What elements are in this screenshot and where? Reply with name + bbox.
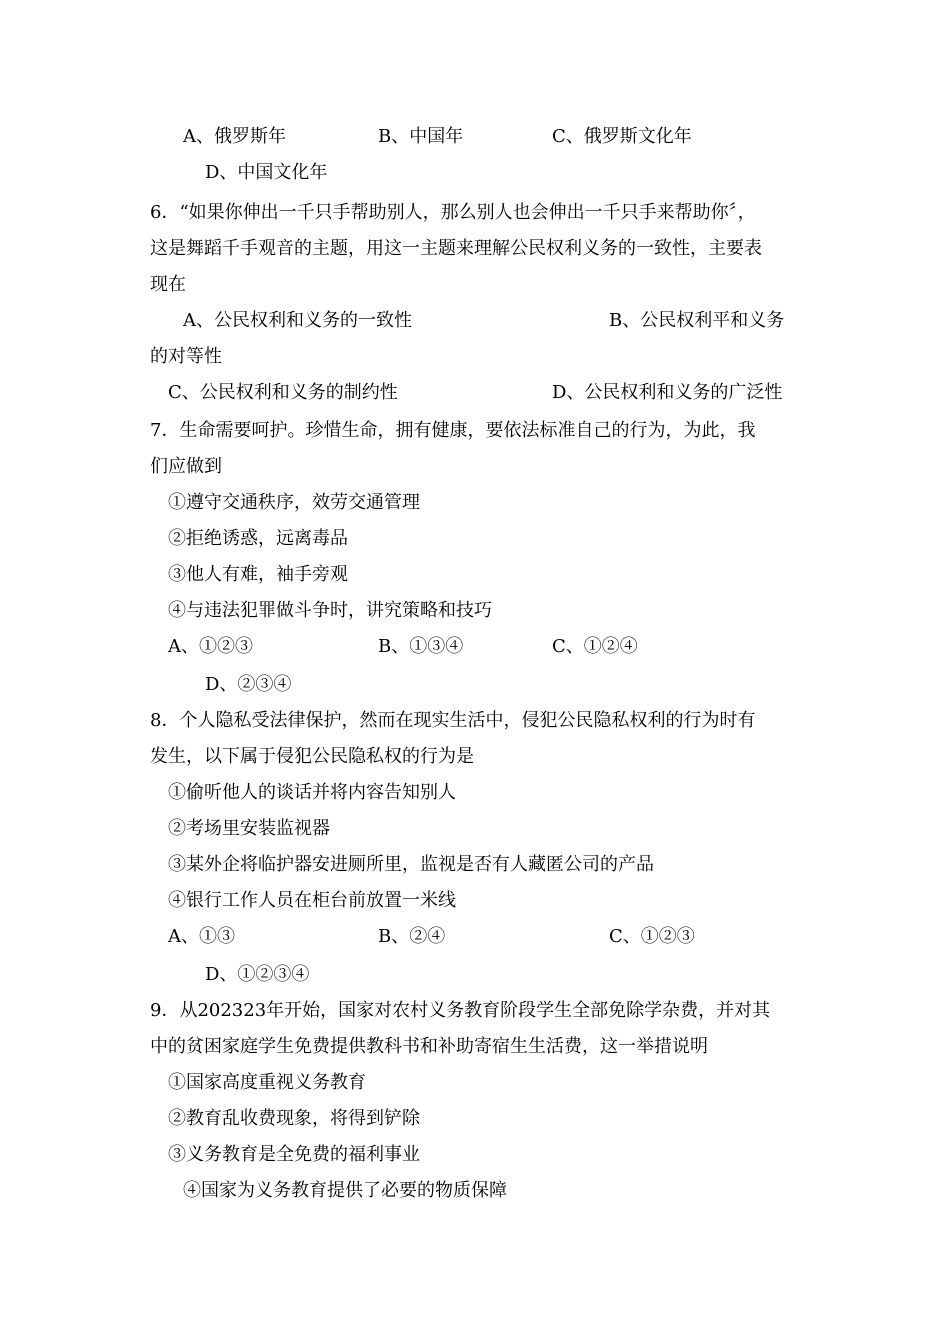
q7-option-b: B、①③④ <box>378 636 464 657</box>
q9-item-1: ①国家高度重视义务教育 <box>168 1072 366 1093</box>
q9-item-4: ④国家为义务教育提供了必要的物质保障 <box>183 1180 507 1201</box>
q6-stem-line-2: 这是舞蹈千手观音的主题，用这一主题来理解公民权利义务的一致性，主要表 <box>150 238 762 259</box>
q8-item-2: ②考场里安装监视器 <box>168 818 330 839</box>
q7-item-3: ③他人有难，袖手旁观 <box>168 564 348 585</box>
q7-option-d: D、②③④ <box>205 674 292 695</box>
q5-option-b: B、中国年 <box>378 126 464 147</box>
q9-item-3: ③义务教育是全免费的福利事业 <box>168 1144 420 1165</box>
q8-stem-line-1: 8．个人隐私受法律保护，然而在现实生活中，侵犯公民隐私权利的行为时有 <box>150 710 756 731</box>
q6-option-b-cont: 的对等性 <box>150 346 222 367</box>
q9-item-2: ②教育乱收费现象，将得到铲除 <box>168 1108 420 1129</box>
q6-option-c: C、公民权利和义务的制约性 <box>168 382 398 403</box>
q8-item-4: ④银行工作人员在柜台前放置一米线 <box>168 890 456 911</box>
q8-option-a: A、①③ <box>168 926 235 947</box>
q6-stem-line-1: 6．“如果你伸出一千只手帮助别人，那么别人也会伸出一千只手来帮助你〞， <box>150 202 756 223</box>
q6-option-a: A、公民权利和义务的一致性 <box>183 310 412 331</box>
q8-item-3: ③某外企将临护器安进厕所里，监视是否有人藏匿公司的产品 <box>168 854 654 875</box>
q5-option-d: D、中国文化年 <box>205 162 328 183</box>
q7-option-c: C、①②④ <box>552 636 638 657</box>
q7-item-1: ①遵守交通秩序，效劳交通管理 <box>168 492 420 513</box>
q5-option-a: A、俄罗斯年 <box>183 126 286 147</box>
q9-stem-line-1: 9．从202323年开始，国家对农村义务教育阶段学生全部免除学杂费，并对其 <box>150 1000 771 1021</box>
q8-option-c: C、①②③ <box>609 926 695 947</box>
q7-item-4: ④与违法犯罪做斗争时，讲究策略和技巧 <box>168 600 492 621</box>
q8-stem-line-2: 发生，以下属于侵犯公民隐私权的行为是 <box>150 746 474 767</box>
q7-stem-line-2: 们应做到 <box>150 456 222 477</box>
q7-stem-line-1: 7．生命需要呵护。珍惜生命，拥有健康，要依法标准自己的行为，为此，我 <box>150 420 756 441</box>
q8-option-d: D、①②③④ <box>205 964 310 985</box>
q9-stem-line-2: 中的贫困家庭学生免费提供教科书和补助寄宿生生活费，这一举措说明 <box>150 1036 708 1057</box>
q8-item-1: ①偷听他人的谈话并将内容告知别人 <box>168 782 456 803</box>
q6-option-b: B、公民权利平和义务 <box>609 310 785 331</box>
q6-option-d: D、公民权利和义务的广泛性 <box>552 382 783 403</box>
q8-option-b: B、②④ <box>378 926 446 947</box>
q7-item-2: ②拒绝诱惑，远离毒品 <box>168 528 348 549</box>
q5-option-c: C、俄罗斯文化年 <box>552 126 692 147</box>
q7-option-a: A、①②③ <box>168 636 253 657</box>
q6-stem-line-3: 现在 <box>150 274 186 295</box>
